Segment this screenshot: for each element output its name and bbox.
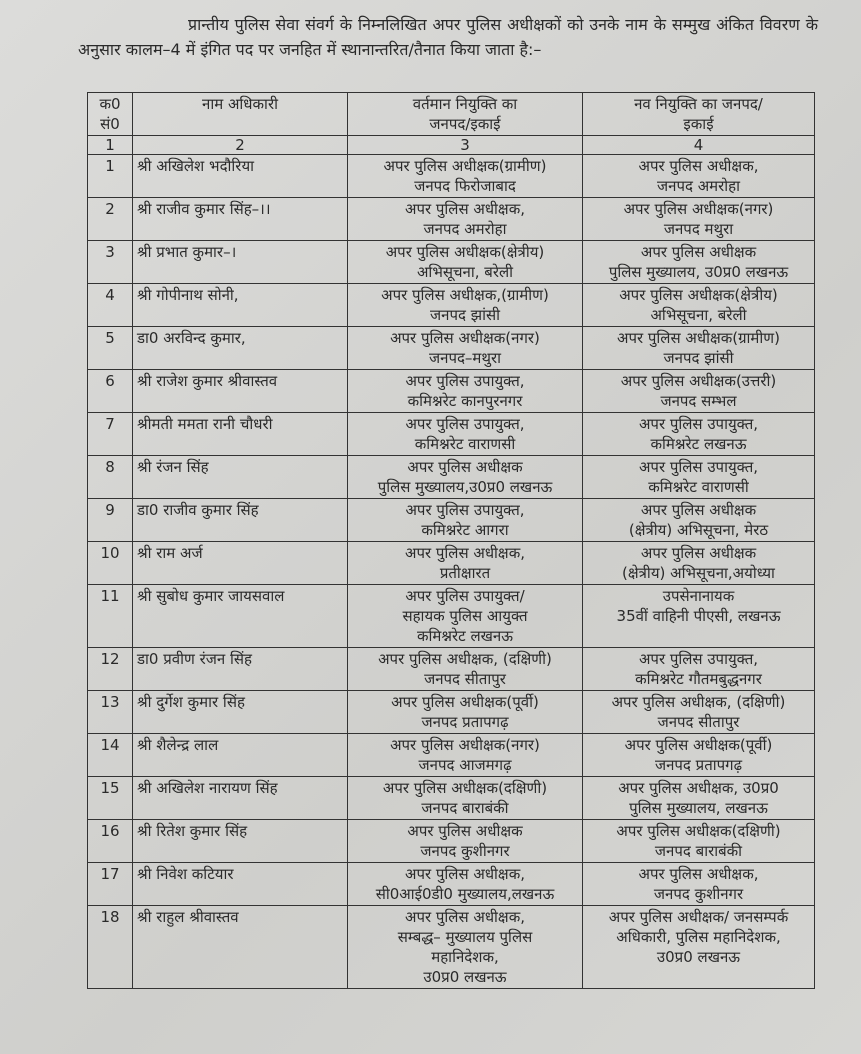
officer-name: श्री शैलेन्द्र लाल	[133, 734, 348, 777]
intro-text: प्रान्तीय पुलिस सेवा संवर्ग के निम्नलिखित अपर पुलिस अधीक्षकों को उनके नाम के सम्मुख अंकित विवरण के अनुसार कालम–4 में इंगित पद पर जनहित में स्थानान्तरित/तैनात किया जाता है:–	[78, 15, 818, 59]
new-posting	[583, 499, 815, 542]
header-serial-no	[88, 93, 133, 136]
cell-line: अपर पुलिस उपायुक्त,	[405, 415, 525, 433]
cell-line: अपर पुलिस अधीक्षक(पूर्वी)	[391, 693, 539, 711]
officer-name: श्री राहुल श्रीवास्तव	[133, 906, 348, 989]
cell-line: अपर पुलिस अधीक्षक,	[405, 908, 525, 926]
cell-line: अपर पुलिस उपायुक्त/	[405, 587, 525, 605]
officer-name: श्री दुर्गेश कुमार सिंह	[133, 691, 348, 734]
new-posting	[583, 198, 815, 241]
officer-name: श्रीमती ममता रानी चौधरी	[133, 413, 348, 456]
cell-line: इकाई	[683, 115, 714, 133]
cell-line: अपर पुलिस अधीक्षक, (दक्षिणी)	[378, 650, 552, 668]
header-new-posting	[583, 93, 815, 136]
cell-line: जनपद अमरोहा	[423, 220, 507, 238]
serial-number: 11	[88, 585, 133, 648]
cell-line: जनपद बाराबंकी	[421, 799, 509, 817]
cell-line: पुलिस मुख्यालय,उ0प्र0 लखनऊ	[377, 478, 553, 496]
cell-line: अधिकारी, पुलिस महानिदेशक,	[616, 928, 781, 946]
officer-name: श्री राजीव कुमार सिंह–।।	[133, 198, 348, 241]
cell-line: उपसेनानायक	[662, 587, 735, 605]
table-row	[88, 648, 815, 691]
cell-line: अपर पुलिस अधीक्षक,	[638, 865, 759, 883]
new-posting	[583, 585, 815, 648]
cell-line: जनपद अमरोहा	[656, 177, 740, 195]
current-posting	[348, 155, 583, 198]
column-number: 3	[348, 136, 583, 155]
table-row	[88, 370, 815, 413]
officer-name: श्री राम अर्ज	[133, 542, 348, 585]
cell-line: जनपद प्रतापगढ़	[654, 756, 743, 774]
cell-line: नव नियुक्ति का जनपद/	[634, 95, 763, 113]
cell-line: जनपद सम्भल	[660, 392, 737, 410]
new-posting	[583, 820, 815, 863]
cell-line: जनपद सीतापुर	[424, 670, 506, 688]
serial-number: 15	[88, 777, 133, 820]
serial-number: 4	[88, 284, 133, 327]
current-posting	[348, 456, 583, 499]
current-posting	[348, 413, 583, 456]
transfer-table	[87, 92, 815, 989]
table-row	[88, 284, 815, 327]
current-posting	[348, 863, 583, 906]
new-posting	[583, 542, 815, 585]
table-row	[88, 691, 815, 734]
cell-line: अपर पुलिस अधीक्षक(पूर्वी)	[624, 736, 773, 754]
current-posting	[348, 585, 583, 648]
serial-number: 16	[88, 820, 133, 863]
new-posting	[583, 906, 815, 989]
cell-line: अपर पुलिस उपायुक्त,	[405, 501, 525, 519]
cell-line: उ0प्र0 लखनऊ	[423, 968, 507, 986]
cell-line: कमिश्नरेट वाराणसी	[648, 478, 749, 496]
cell-line: अपर पुलिस अधीक्षक(उत्तरी)	[620, 372, 777, 390]
officer-name: डा0 राजीव कुमार सिंह	[133, 499, 348, 542]
cell-line: अपर पुलिस उपायुक्त,	[638, 458, 759, 476]
serial-number: 1	[88, 155, 133, 198]
new-posting	[583, 370, 815, 413]
officer-name: श्री निवेश कटियार	[133, 863, 348, 906]
column-number: 2	[133, 136, 348, 155]
cell-line: अपर पुलिस उपायुक्त,	[638, 415, 759, 433]
cell-line: जनपद कुशीनगर	[420, 842, 510, 860]
new-posting	[583, 155, 815, 198]
cell-line: जनपद प्रतापगढ़	[421, 713, 509, 731]
current-posting	[348, 648, 583, 691]
officer-name: डा0 अरविन्द कुमार,	[133, 327, 348, 370]
cell-line: कमिश्नरेट आगरा	[421, 521, 509, 539]
cell-line: उ0प्र0 लखनऊ	[656, 948, 741, 966]
officer-name: श्री प्रभात कुमार–।	[133, 241, 348, 284]
cell-line: अपर पुलिस अधीक्षक(दक्षिणी)	[616, 822, 781, 840]
serial-number: 8	[88, 456, 133, 499]
cell-line: जनपद आजमगढ़	[418, 756, 512, 774]
cell-line: अपर पुलिस अधीक्षक,	[638, 157, 759, 175]
cell-line: अपर पुलिस अधीक्षक	[407, 458, 523, 476]
cell-line: अपर पुलिस अधीक्षक	[640, 243, 757, 261]
current-posting	[348, 542, 583, 585]
cell-line: 35वीं वाहिनी पीएसी, लखनऊ	[616, 607, 781, 625]
table-row	[88, 241, 815, 284]
serial-number: 9	[88, 499, 133, 542]
current-posting	[348, 499, 583, 542]
serial-number: 17	[88, 863, 133, 906]
cell-line: अपर पुलिस अधीक्षक(ग्रामीण)	[617, 329, 780, 347]
current-posting	[348, 370, 583, 413]
current-posting	[348, 906, 583, 989]
cell-line: अपर पुलिस अधीक्षक, उ0प्र0	[618, 779, 779, 797]
cell-line: महानिदेशक,	[431, 948, 499, 966]
officer-name: श्री राजेश कुमार श्रीवास्तव	[133, 370, 348, 413]
officer-name: श्री रितेश कुमार सिंह	[133, 820, 348, 863]
officer-name: श्री अखिलेश नारायण सिंह	[133, 777, 348, 820]
current-posting	[348, 734, 583, 777]
cell-line: अपर पुलिस अधीक्षक, (दक्षिणी)	[611, 693, 786, 711]
cell-line: अपर पुलिस अधीक्षक	[640, 544, 757, 562]
new-posting	[583, 691, 815, 734]
cell-line: अभिसूचना, बरेली	[650, 306, 747, 324]
cell-line: नाम अधिकारी	[202, 95, 278, 113]
cell-line: अपर पुलिस अधीक्षक,	[405, 200, 525, 218]
current-posting	[348, 820, 583, 863]
officer-name: डा0 प्रवीण रंजन सिंह	[133, 648, 348, 691]
table-row	[88, 820, 815, 863]
cell-line: जनपद झांसी	[663, 349, 734, 367]
cell-line: वर्तमान नियुक्ति का	[412, 95, 518, 113]
cell-line: जनपद मथुरा	[663, 220, 734, 238]
cell-line: अपर पुलिस अधीक्षक(दक्षिणी)	[382, 779, 548, 797]
table-row	[88, 542, 815, 585]
new-posting	[583, 456, 815, 499]
cell-line: कमिश्नरेट गौतमबुद्धनगर	[635, 670, 762, 688]
cell-line: अपर पुलिस अधीक्षक(नगर)	[623, 200, 774, 218]
officer-name: श्री सुबोध कुमार जायसवाल	[133, 585, 348, 648]
cell-line: जनपद कुशीनगर	[653, 885, 744, 903]
new-posting	[583, 863, 815, 906]
cell-line: (क्षेत्रीय) अभिसूचना, मेरठ	[628, 521, 769, 539]
cell-line: पुलिस मुख्यालय, लखनऊ	[629, 799, 768, 817]
officer-name: श्री गोपीनाथ सोनी,	[133, 284, 348, 327]
cell-line: जनपद झांसी	[430, 306, 500, 324]
cell-line: सं0	[100, 115, 120, 133]
table-row	[88, 413, 815, 456]
table-row	[88, 777, 815, 820]
serial-number: 10	[88, 542, 133, 585]
serial-number: 6	[88, 370, 133, 413]
new-posting	[583, 327, 815, 370]
serial-number: 13	[88, 691, 133, 734]
cell-line: अपर पुलिस अधीक्षक(ग्रामीण)	[383, 157, 547, 175]
current-posting	[348, 691, 583, 734]
serial-number: 7	[88, 413, 133, 456]
cell-line: कमिश्नरेट लखनऊ	[650, 435, 747, 453]
cell-line: अपर पुलिस अधीक्षक,	[405, 544, 525, 562]
cell-line: पुलिस मुख्यालय, उ0प्र0 लखनऊ	[608, 263, 789, 281]
table-row	[88, 734, 815, 777]
cell-line: सहायक पुलिस आयुक्त	[402, 607, 528, 625]
cell-line: (क्षेत्रीय) अभिसूचना,अयोध्या	[622, 564, 775, 582]
current-posting	[348, 198, 583, 241]
cell-line: जनपद–मथुरा	[428, 349, 501, 367]
column-number: 4	[583, 136, 815, 155]
cell-line: अभिसूचना, बरेली	[416, 263, 514, 281]
table-row	[88, 499, 815, 542]
new-posting	[583, 648, 815, 691]
serial-number: 14	[88, 734, 133, 777]
intro-paragraph	[78, 12, 818, 62]
cell-line: अपर पुलिस उपायुक्त,	[638, 650, 759, 668]
cell-line: अपर पुलिस अधीक्षक,	[405, 865, 525, 883]
current-posting	[348, 241, 583, 284]
table-row	[88, 863, 815, 906]
cell-line: कमिश्नरेट लखनऊ	[417, 627, 513, 645]
cell-line: अपर पुलिस अधीक्षक,(ग्रामीण)	[381, 286, 549, 304]
cell-line: प्रतीक्षारत	[439, 564, 491, 582]
header-row	[88, 93, 815, 136]
cell-line: अपर पुलिस अधीक्षक(नगर)	[390, 329, 540, 347]
new-posting	[583, 777, 815, 820]
header-officer-name	[133, 93, 348, 136]
cell-line: कमिश्नरेट कानपुरनगर	[407, 392, 523, 410]
cell-line: अपर पुलिस अधीक्षक/ जनसम्पर्क	[608, 908, 789, 926]
current-posting	[348, 284, 583, 327]
column-number: 1	[88, 136, 133, 155]
cell-line: अपर पुलिस अधीक्षक(क्षेत्रीय)	[619, 286, 778, 304]
table-row	[88, 456, 815, 499]
new-posting	[583, 284, 815, 327]
table-row	[88, 327, 815, 370]
column-number-row	[88, 136, 815, 155]
serial-number: 3	[88, 241, 133, 284]
cell-line: अपर पुलिस उपायुक्त,	[405, 372, 525, 390]
cell-line: अपर पुलिस अधीक्षक	[407, 822, 523, 840]
new-posting	[583, 241, 815, 284]
new-posting	[583, 734, 815, 777]
cell-line: जनपद सीतापुर	[657, 713, 740, 731]
table-row	[88, 198, 815, 241]
current-posting	[348, 777, 583, 820]
officer-name: श्री रंजन सिंह	[133, 456, 348, 499]
table-row	[88, 155, 815, 198]
new-posting	[583, 413, 815, 456]
cell-line: क0	[99, 95, 121, 113]
serial-number: 5	[88, 327, 133, 370]
cell-line: अपर पुलिस अधीक्षक(नगर)	[390, 736, 540, 754]
cell-line: अपर पुलिस अधीक्षक	[640, 501, 757, 519]
serial-number: 18	[88, 906, 133, 989]
officer-name: श्री अखिलेश भदौरिया	[133, 155, 348, 198]
cell-line: जनपद बाराबंकी	[654, 842, 743, 860]
cell-line: जनपद फिरोजाबाद	[414, 177, 516, 195]
cell-line: सी0आई0डी0 मुख्यालय,लखनऊ	[375, 885, 555, 903]
cell-line: जनपद/इकाई	[429, 115, 501, 133]
cell-line: सम्बद्ध– मुख्यालय पुलिस	[397, 928, 533, 946]
serial-number: 12	[88, 648, 133, 691]
header-current-posting	[348, 93, 583, 136]
table-row	[88, 906, 815, 989]
table-row	[88, 585, 815, 648]
cell-line: अपर पुलिस अधीक्षक(क्षेत्रीय)	[385, 243, 545, 261]
current-posting	[348, 327, 583, 370]
serial-number: 2	[88, 198, 133, 241]
cell-line: कमिश्नरेट वाराणसी	[414, 435, 516, 453]
